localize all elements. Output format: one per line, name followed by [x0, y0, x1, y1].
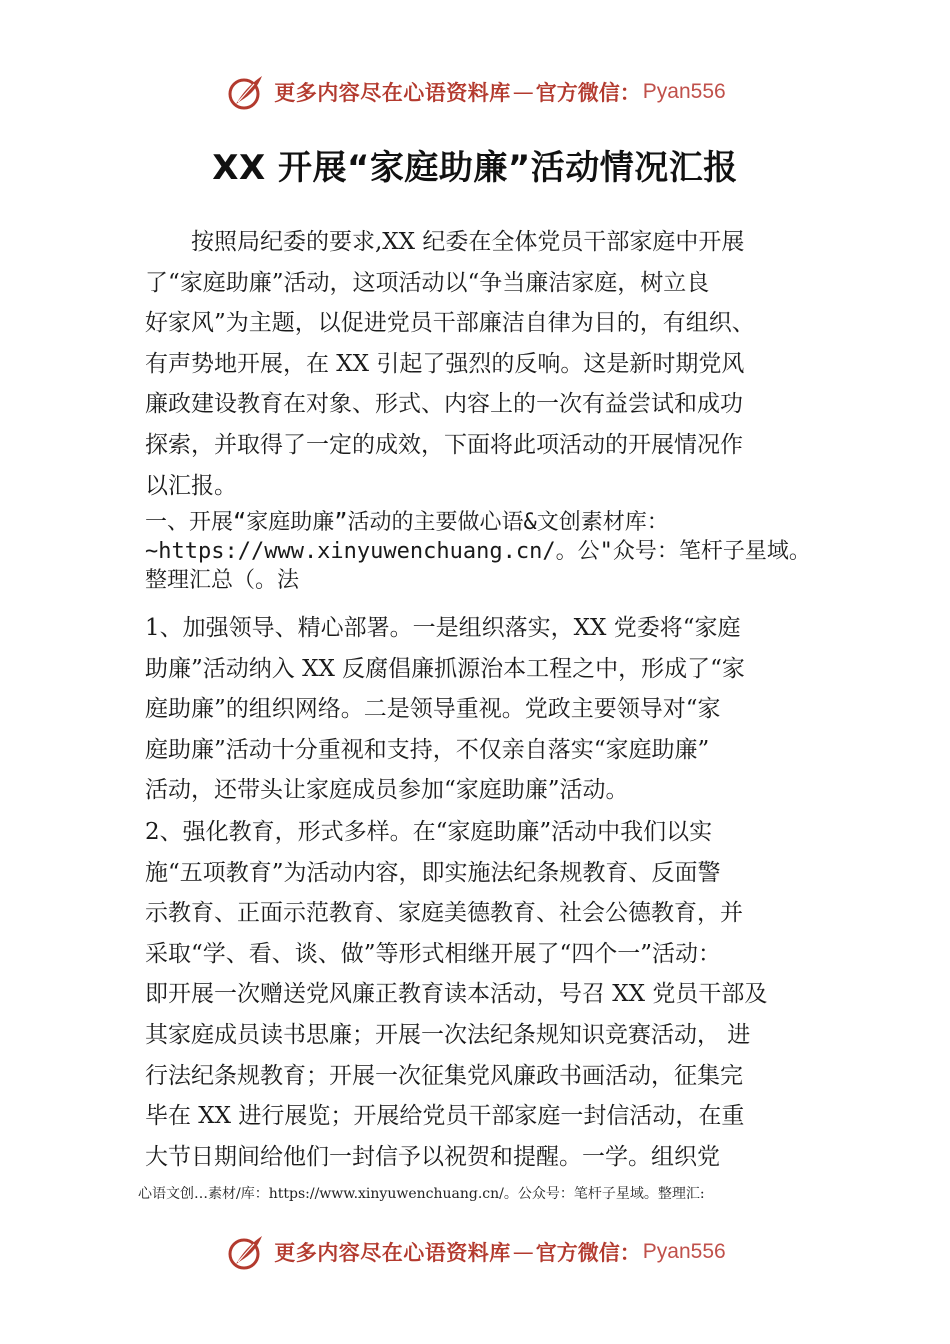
item-2-paragraph — [145, 812, 825, 1177]
text-line: 2、强化教育，形式多样。在“家庭助廉”活动中我们以实 — [145, 819, 713, 845]
text-line: 好家风”为主题，以促进党员干部廉洁自律为目的，有组织、 — [145, 310, 755, 337]
banner-text: 更多内容尽在心语资料库 — [274, 1240, 511, 1265]
banner-text: 更多内容尽在心语资料库 — [274, 80, 511, 105]
text-line: 毕在 XX 进行展览；开展给党员干部家庭一封信活动，在重 — [145, 1103, 745, 1130]
item-1-paragraph — [145, 608, 825, 811]
text-line: 了“家庭助廉”活动，这项活动以“争当廉洁家庭，树立良 — [145, 269, 710, 296]
text-line: 1、加强领导、精心部署。一是组织落实，XX 党委将“家庭 — [145, 615, 741, 641]
text-line: 行法纪条规教育；开展一次征集党风廉政书画活动，征集完 — [145, 1062, 743, 1089]
text-line: 活动，还带头让家庭成员参加“家庭助廉”活动。 — [145, 777, 629, 804]
page-footer: 心语文创…素材/库：https://www.xinyuwenchuang.cn/。公众号：笔杆子星域。整理汇: — [138, 1186, 705, 1202]
text-line: 庭助廉”活动十分重视和支持，不仅亲自落实“家庭助廉” — [145, 736, 710, 763]
text-line: 即开展一次赠送党风廉正教育读本活动，号召 XX 党员干部及 — [145, 981, 768, 1008]
banner-wechat-label: 官方微信： — [535, 80, 641, 105]
text-line: 庭助廉”的组织网络。二是领导重视。党政主要领导对“家 — [145, 696, 721, 723]
text-line: 采取“学、看、谈、做”等形式相继开展了“四个一”活动： — [145, 940, 722, 967]
text-line: 有声势地开展，在 XX 引起了强烈的反响。这是新时期党风 — [145, 350, 745, 377]
text-line: 探索，并取得了一定的成效，下面将此项活动的开展情况作 — [145, 431, 743, 458]
heading-line: 一、开展“家庭助廉”活动的主要做心语&文创素材库： — [145, 510, 669, 535]
bottom-banner — [0, 1230, 950, 1274]
text-line: 助廉”活动纳入 XX 反腐倡廉抓源治本工程之中，形成了“家 — [145, 655, 745, 682]
feather-quill-logo — [224, 1230, 268, 1274]
text-line: 施“五项教育”为活动内容，即实施法纪条规教育、反面警 — [145, 859, 721, 886]
page-title: XX 开展“家庭助廉”活动情况汇报 — [212, 148, 738, 188]
text-line: 其家庭成员读书思廉；开展一次法纪条规知识竞赛活动， 进 — [145, 1021, 751, 1048]
intro-paragraph — [145, 222, 825, 506]
section-heading — [145, 508, 825, 595]
text-line: 按照局纪委的要求,XX 纪委在全体党员干部家庭中开展 — [145, 229, 745, 255]
banner-separator: — — [512, 1240, 534, 1264]
banner-wechat-id: Pyan556 — [642, 1240, 726, 1263]
feather-quill-logo — [224, 70, 268, 114]
banner-wechat-label: 官方微信： — [535, 1240, 641, 1265]
text-line: 大节日期间给他们一封信予以祝贺和提醒。一学。组织党 — [145, 1143, 720, 1170]
text-line: 廉政建设教育在对象、形式、内容上的一次有益尝试和成功 — [145, 391, 743, 418]
banner-wechat-id: Pyan556 — [642, 80, 726, 103]
top-banner — [0, 70, 950, 114]
text-line: 以汇报。 — [145, 472, 237, 499]
heading-line: ~https://www.xinyuwenchuang.cn/。公"众号：笔杆子星域。 — [145, 539, 811, 564]
banner-separator: — — [512, 80, 534, 104]
heading-line: 整理汇总（。法 — [145, 568, 300, 593]
text-line: 示教育、正面示范教育、家庭美德教育、社会公德教育，并 — [145, 900, 743, 927]
